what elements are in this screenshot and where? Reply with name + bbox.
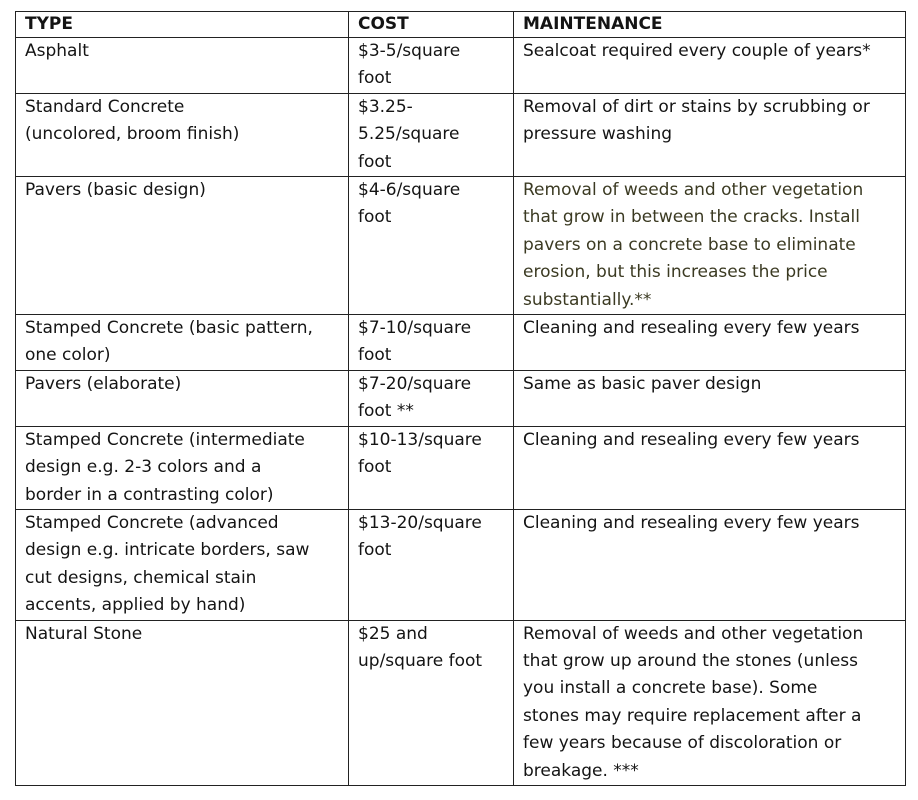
type-cell bbox=[16, 315, 349, 371]
cell-text-line: Removal of weeds and other vegetation bbox=[523, 180, 864, 201]
type-cell bbox=[16, 426, 349, 509]
table-header bbox=[16, 12, 906, 38]
table-row bbox=[16, 620, 906, 785]
cell-text-line: Cleaning and resealing every few years bbox=[523, 318, 860, 339]
cell-text-line: Stamped Concrete (intermediate bbox=[25, 429, 305, 450]
paving-cost-table bbox=[15, 11, 906, 786]
cell-text-line: foot bbox=[358, 68, 392, 89]
cell-text-line: $3-5/square bbox=[358, 41, 461, 61]
cell-text-line: (uncolored, broom finish) bbox=[25, 124, 240, 145]
cell-text-line: Stamped Concrete (advanced bbox=[25, 512, 279, 533]
table-row bbox=[16, 315, 906, 371]
cell-text-line: Natural Stone bbox=[25, 623, 143, 644]
cell-text-line: pavers on a concrete base to eliminate bbox=[523, 234, 856, 255]
maintenance-cell bbox=[514, 177, 906, 315]
cell-text-line: Asphalt bbox=[25, 41, 89, 61]
header-maintenance: MAINTENANCE bbox=[514, 12, 906, 38]
cost-cell bbox=[349, 38, 514, 94]
table-body bbox=[16, 38, 906, 786]
table-row bbox=[16, 93, 906, 176]
type-cell bbox=[16, 177, 349, 315]
cell-text-line: foot bbox=[358, 151, 392, 172]
cell-text-line: cut designs, chemical stain bbox=[25, 567, 257, 588]
cell-text-line: Pavers (basic design) bbox=[25, 180, 206, 201]
table-row bbox=[16, 177, 906, 315]
cell-text-line: $4-6/square bbox=[358, 180, 461, 201]
type-cell bbox=[16, 620, 349, 785]
table-row bbox=[16, 38, 906, 94]
cost-cell bbox=[349, 177, 514, 315]
cell-text-line: Cleaning and resealing every few years bbox=[523, 512, 860, 533]
cell-text-line: Removal of dirt or stains by scrubbing or bbox=[523, 96, 870, 117]
cell-text-line: foot bbox=[358, 345, 392, 366]
cell-text-line: breakage. *** bbox=[523, 760, 639, 781]
header-cost: COST bbox=[349, 12, 514, 38]
cost-cell bbox=[349, 426, 514, 509]
cell-text-line: Sealcoat required every couple of years* bbox=[523, 41, 871, 61]
maintenance-cell bbox=[514, 620, 906, 785]
cell-text-line: substantially.** bbox=[523, 289, 652, 310]
maintenance-cell bbox=[514, 315, 906, 371]
cell-text-line: $7-20/square bbox=[358, 373, 472, 394]
cell-text-line: 5.25/square bbox=[358, 124, 460, 145]
cell-text-line: you install a concrete base). Some bbox=[523, 678, 818, 699]
cell-text-line: one color) bbox=[25, 345, 111, 366]
cell-text-line: design e.g. 2-3 colors and a bbox=[25, 457, 262, 478]
cost-cell bbox=[349, 509, 514, 620]
cell-text-line: $25 and bbox=[358, 623, 428, 644]
maintenance-cell bbox=[514, 426, 906, 509]
cell-text-line: accents, applied by hand) bbox=[25, 595, 246, 616]
cell-text-line: Cleaning and resealing every few years bbox=[523, 429, 860, 450]
cell-text-line: foot bbox=[358, 207, 392, 228]
cell-text-line: Same as basic paver design bbox=[523, 373, 762, 394]
table-row bbox=[16, 370, 906, 426]
cell-text-line: $10-13/square bbox=[358, 429, 482, 450]
header-type: TYPE bbox=[16, 12, 349, 38]
cell-text-line: few years because of discoloration or bbox=[523, 733, 842, 754]
maintenance-cell bbox=[514, 93, 906, 176]
cell-text-line: stones may require replacement after a bbox=[523, 705, 862, 726]
cell-text-line: $3.25- bbox=[358, 96, 413, 117]
cell-text-line: Pavers (elaborate) bbox=[25, 373, 182, 394]
type-cell bbox=[16, 38, 349, 94]
cell-text-line: foot bbox=[358, 540, 392, 561]
cell-text-line: that grow up around the stones (unless bbox=[523, 650, 858, 671]
table-row bbox=[16, 509, 906, 620]
cell-text-line: erosion, but this increases the price bbox=[523, 262, 828, 283]
cell-text-line: Standard Concrete bbox=[25, 96, 185, 117]
header-row bbox=[16, 12, 906, 38]
cell-text-line: design e.g. intricate borders, saw bbox=[25, 540, 310, 561]
cost-cell bbox=[349, 620, 514, 785]
cost-cell bbox=[349, 370, 514, 426]
type-cell bbox=[16, 93, 349, 176]
maintenance-cell bbox=[514, 38, 906, 94]
cell-text-line: Removal of weeds and other vegetation bbox=[523, 623, 864, 644]
cost-cell bbox=[349, 93, 514, 176]
cell-text-line: $13-20/square bbox=[358, 512, 482, 533]
cost-cell bbox=[349, 315, 514, 371]
cell-text-line: that grow in between the cracks. Install bbox=[523, 207, 860, 228]
cell-text-line: pressure washing bbox=[523, 124, 673, 145]
cell-text-line: up/square foot bbox=[358, 650, 483, 671]
table-row bbox=[16, 426, 906, 509]
cell-text-line: border in a contrasting color) bbox=[25, 484, 274, 505]
cell-text-line: foot bbox=[358, 457, 392, 478]
cell-text-line: $7-10/square bbox=[358, 318, 472, 339]
type-cell bbox=[16, 509, 349, 620]
type-cell bbox=[16, 370, 349, 426]
cell-text-line: foot ** bbox=[358, 401, 414, 422]
cell-text-line: Stamped Concrete (basic pattern, bbox=[25, 318, 313, 339]
maintenance-cell bbox=[514, 509, 906, 620]
maintenance-cell bbox=[514, 370, 906, 426]
